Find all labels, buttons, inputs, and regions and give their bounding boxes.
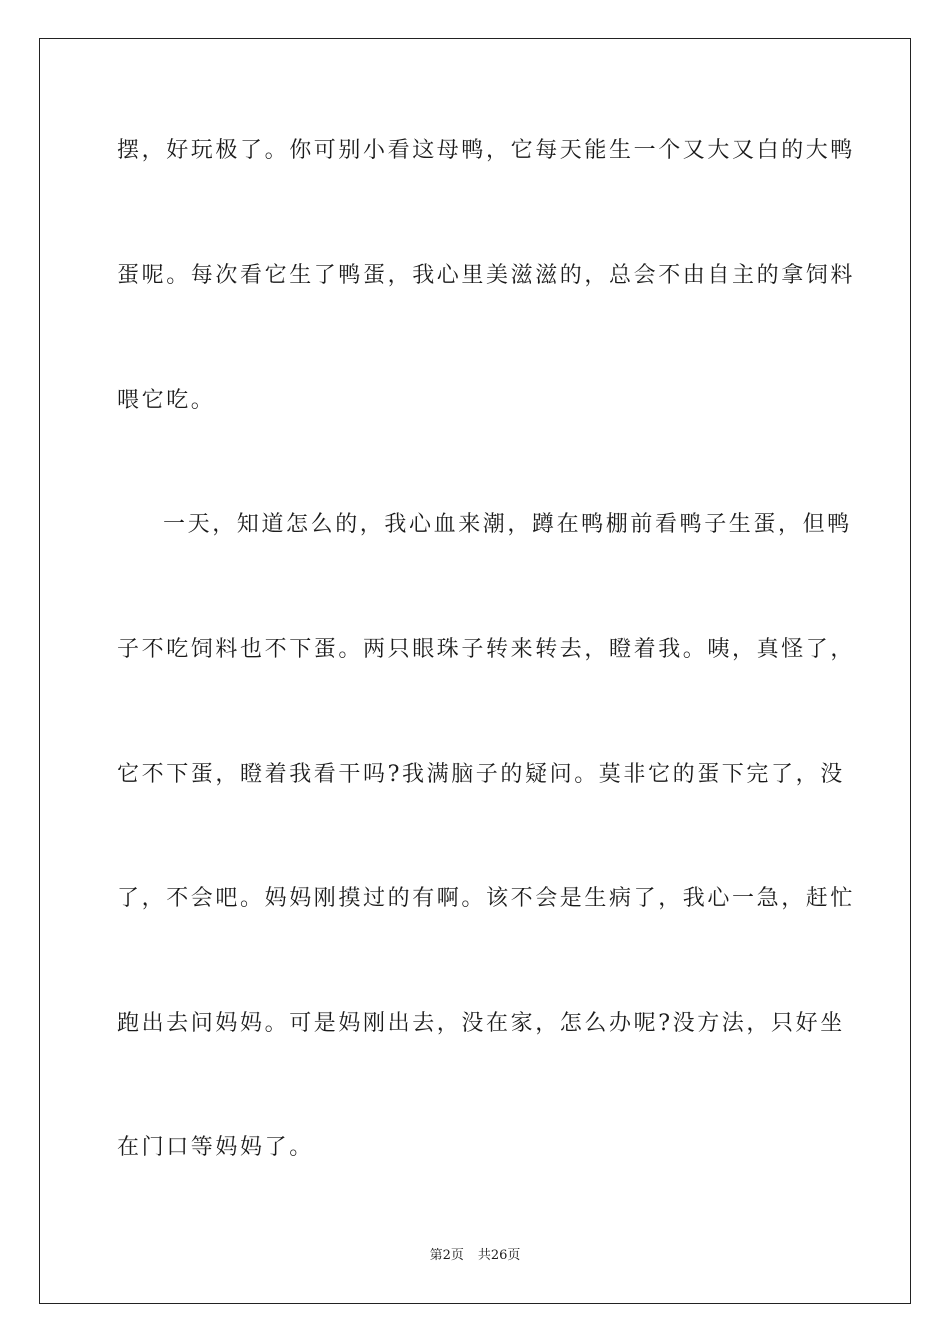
paragraph-line: 喂它吃。 — [117, 388, 216, 413]
paragraph-line: 一天，知道怎么的，我心血来潮，蹲在鸭棚前看鸭子生蛋，但鸭 — [163, 512, 852, 537]
paragraph-line: 摆，好玩极了。你可别小看这母鸭，它每天能生一个又大又白的大鸭 — [117, 138, 856, 163]
paragraph-line: 蛋呢。每次看它生了鸭蛋，我心里美滋滋的，总会不由自主的拿饲料 — [117, 263, 856, 288]
page-footer — [0, 1247, 950, 1265]
page-number: 第2页 — [429, 1248, 464, 1263]
page-border — [39, 38, 911, 1304]
paragraph-line: 了，不会吧。妈妈刚摸过的有啊。该不会是生病了，我心一急，赶忙 — [117, 886, 856, 911]
paragraph-line: 它不下蛋，瞪着我看干吗?我满脑子的疑问。莫非它的蛋下完了，没 — [117, 762, 845, 787]
total-pages: 共26页 — [477, 1248, 521, 1263]
paragraph-line: 跑出去问妈妈。可是妈刚出去，没在家，怎么办呢?没方法，只好坐 — [117, 1011, 845, 1036]
paragraph-line: 在门口等妈妈了。 — [117, 1135, 314, 1160]
paragraph-line: 子不吃饲料也不下蛋。两只眼珠子转来转去，瞪着我。咦，真怪了， — [117, 637, 856, 662]
